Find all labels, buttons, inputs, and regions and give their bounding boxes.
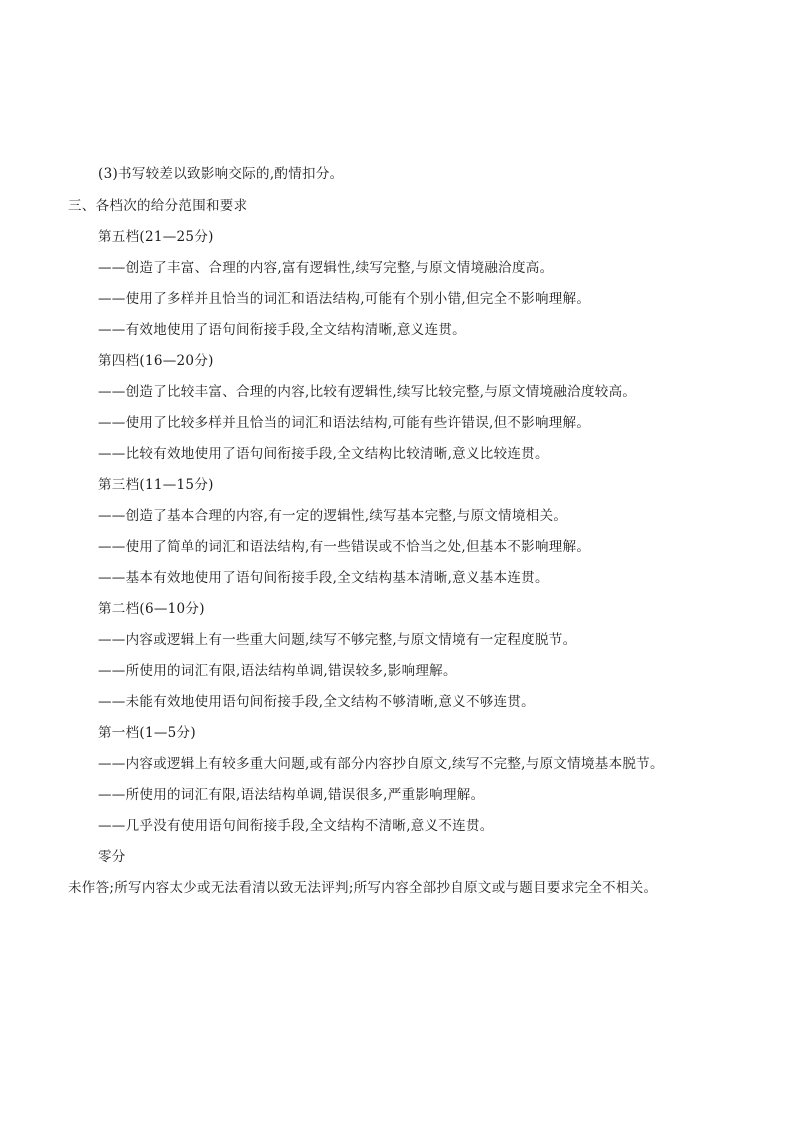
section-heading: 三、各档次的给分范围和要求 [68,198,248,214]
level-2-criterion-2: ——所使用的词汇有限,语法结构单调,错误较多,影响理解。 [98,663,457,679]
level-5-heading: 第五档(21—25分) [98,229,214,245]
level-4-criterion-3: ——比较有效地使用了语句间衔接手段,全文结构比较清晰,意义比较连贯。 [98,446,549,462]
level-1-criterion-3: ——几乎没有使用语句间衔接手段,全文结构不清晰,意义不连贯。 [98,818,494,834]
level-4-heading: 第四档(16—20分) [98,353,214,369]
level-3-heading: 第三档(11—15分) [98,477,214,493]
zero-score-criterion: 未作答;所写内容太少或无法看清以致无法评判;所写内容全部抄自原文或与题目要求完全不相关。 [68,880,658,896]
level-3-criterion-2: ——使用了简单的词汇和语法结构,有一些错误或不恰当之处,但基本不影响理解。 [98,539,591,555]
level-4-criterion-2: ——使用了比较多样并且恰当的词汇和语法结构,可能有些许错误,但不影响理解。 [98,415,591,431]
note-handwriting: (3)书写较差以致影响交际的,酌情扣分。 [98,166,344,182]
level-1-criterion-2: ——所使用的词汇有限,语法结构单调,错误很多,严重影响理解。 [98,787,485,803]
level-2-heading: 第二档(6—10分) [98,601,205,617]
level-5-criterion-3: ——有效地使用了语句间衔接手段,全文结构清晰,意义连贯。 [98,322,466,338]
level-5-criterion-2: ——使用了多样并且恰当的词汇和语法结构,可能有个别小错,但完全不影响理解。 [98,291,591,307]
zero-score-heading: 零分 [98,849,126,865]
level-3-criterion-3: ——基本有效地使用了语句间衔接手段,全文结构基本清晰,意义基本连贯。 [98,570,549,586]
level-4-criterion-1: ——创造了比较丰富、合理的内容,比较有逻辑性,续写比较完整,与原文情境融洽度较高。 [98,384,637,400]
level-1-criterion-1: ——内容或逻辑上有较多重大问题,或有部分内容抄自原文,续写不完整,与原文情境基本脱节。 [98,756,664,772]
level-2-criterion-3: ——未能有效地使用语句间衔接手段,全文结构不够清晰,意义不够连贯。 [98,694,535,710]
level-5-criterion-1: ——创造了丰富、合理的内容,富有逻辑性,续写完整,与原文情境融洽度高。 [98,260,554,276]
level-2-criterion-1: ——内容或逻辑上有一些重大问题,续写不够完整,与原文情境有一定程度脱节。 [98,632,577,648]
level-1-heading: 第一档(1—5分) [98,725,196,741]
level-3-criterion-1: ——创造了基本合理的内容,有一定的逻辑性,续写基本完整,与原文情境相关。 [98,508,568,524]
